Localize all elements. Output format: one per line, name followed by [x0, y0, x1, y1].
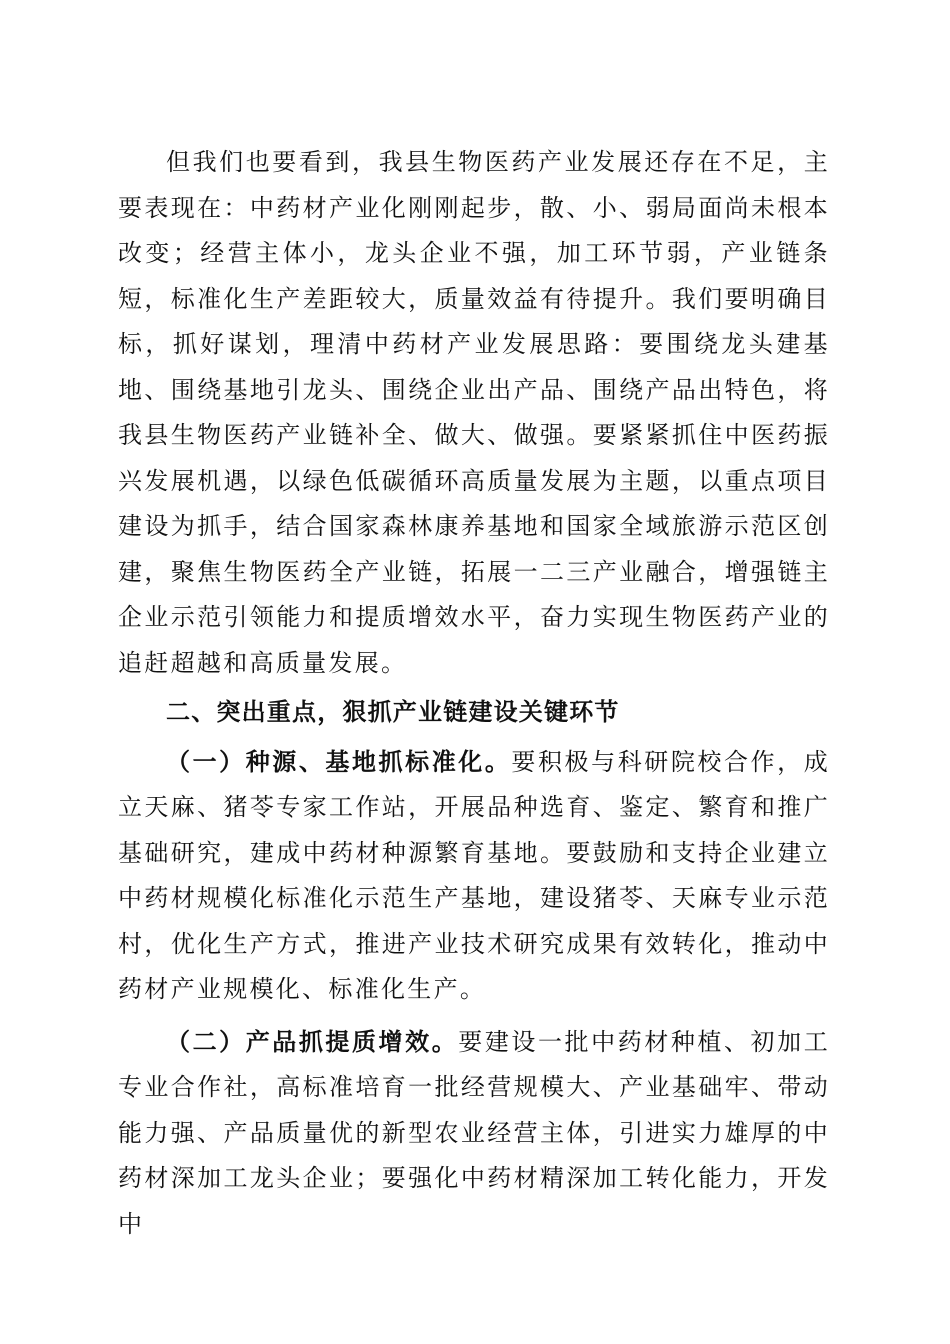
item-2-body: 要建设一批中药材种植、初加工专业合作社，高标准培育一批经营规模大、产业基础牢、带动能力强、产品质量优的新型农业经营主体，引进实力雄厚的中药材深加工龙头企业；要强化中药材精深加工转化能力，开发中 — [118, 1027, 830, 1238]
paragraph-item-2 — [118, 1019, 830, 1248]
paragraph-item-1 — [118, 739, 830, 1013]
document-body — [118, 140, 830, 1247]
section-heading: 二、突出重点，狠抓产业链建设关键环节 — [166, 698, 620, 726]
item-1-title: （一）种源、基地抓标准化。 — [166, 746, 512, 776]
item-2-title: （二）产品抓提质增效。 — [166, 1026, 459, 1056]
paragraph-shortcomings: 但我们也要看到，我县生物医药产业发展还存在不足，主要表现在：中药材产业化刚刚起步，散、小、弱局面尚未根本改变；经营主体小，龙头企业不强，加工环节弱，产业链条短，标准化生产差距较大，质量效益有待提升。我们要明确目标，抓好谋划，理清中药材产业发展思路：要围绕龙头建基地、围绕基地引龙头、围绕企业出产品、围绕产品出特色，将我县生物医药产业链补全、做大、做强。要紧紧抓住中医药振兴发展机遇，以绿色低碳循环高质量发展为主题，以重点项目建设为抓手，结合国家森林康养基地和国家全域旅游示范区创建，聚焦生物医药全产业链，拓展一二三产业融合，增强链主企业示范引领能力和提质增效水平，奋力实现生物医药产业的追赶超越和高质量发展。 — [118, 148, 830, 677]
item-1-body: 要积极与科研院校合作，成立天麻、猪苓专家工作站，开展品种选育、鉴定、繁育和推广基础研究，建成中药材种源繁育基地。要鼓励和支持企业建立中药材规模化标准化示范生产基地，建设猪苓、天麻专业示范村，优化生产方式，推进产业技术研究成果有效转化，推动中药材产业规模化、标准化生产。 — [118, 747, 830, 1003]
